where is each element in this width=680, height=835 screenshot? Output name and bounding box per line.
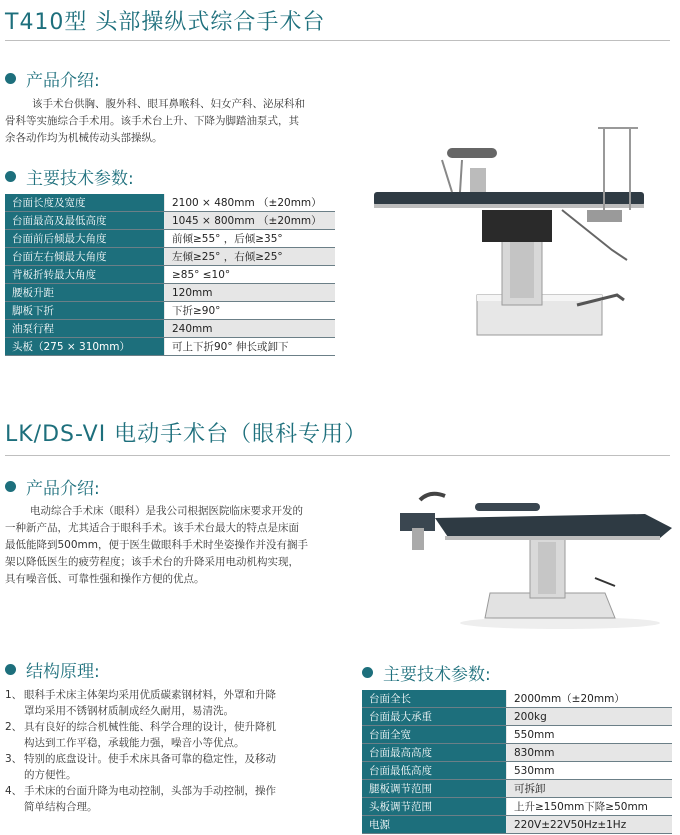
spec-value: 上升≥150mm下降≥50mm [507, 798, 673, 816]
spec-key: 台面前后倾最大角度 [5, 230, 165, 248]
spec-value: ≥85° ≤10° [165, 266, 336, 284]
spec-key: 台面最高及最低高度 [5, 212, 165, 230]
spec-value: 可上下折90° 伸长或卸下 [165, 338, 336, 356]
spec-key: 背板折转最大角度 [5, 266, 165, 284]
section-heading-text: 产品介绍: [26, 71, 100, 91]
spec-value: 2000mm（±20mm） [507, 690, 673, 708]
product2-structure-heading [5, 657, 100, 682]
spec-key: 头板（275 × 310mm） [5, 338, 165, 356]
structure-item-text [24, 783, 276, 815]
spec-key: 电源 [362, 816, 507, 834]
spec-row [362, 780, 672, 798]
intro-line: 一种新产品，尤其适合于眼科手术。该手术台最大的特点是床面 [5, 522, 299, 534]
spec-key: 台面全长 [362, 690, 507, 708]
title-divider [5, 40, 670, 41]
spec-row [362, 708, 672, 726]
spec-key: 台面左右倾最大角度 [5, 248, 165, 266]
spec-row [5, 320, 335, 338]
section-bullet-icon [5, 73, 16, 84]
product2-title: LK/DS-VI 电动手术台（眼科专用） [5, 422, 368, 447]
intro-line: 具有噪音低、可靠性强和操作方便的优点。 [5, 573, 205, 585]
spec-row [362, 798, 672, 816]
spec-row [362, 690, 672, 708]
spec-key: 脚板下折 [5, 302, 165, 320]
spec-key: 台面全宽 [362, 726, 507, 744]
spec-value: 下折≥90° [165, 302, 336, 320]
section-bullet-icon [5, 171, 16, 182]
structure-item-line: 罩均采用不锈钢材质制成经久耐用，易清洗。 [24, 705, 234, 717]
spec-value: 220V±22V50Hz±1Hz [507, 816, 673, 834]
spec-value: 2100 × 480mm （±20mm） [165, 194, 336, 212]
spec-value: 240mm [165, 320, 336, 338]
structure-item-line: 具有良好的综合机械性能、科学合理的设计，使升降机 [24, 721, 276, 733]
structure-item-line: 的方便性。 [24, 769, 77, 781]
spec-row [5, 194, 335, 212]
spec-key: 台面最低高度 [362, 762, 507, 780]
spec-key: 台面最大承重 [362, 708, 507, 726]
spec-row [5, 230, 335, 248]
product2-spec-table [362, 690, 672, 834]
spec-value: 550mm [507, 726, 673, 744]
structure-item-text [24, 751, 276, 783]
structure-item [5, 751, 350, 783]
structure-item [5, 687, 350, 719]
section-heading-text: 主要技术参数: [26, 169, 134, 189]
intro-line: 该手术台供胸、腹外科、眼耳鼻喉科、妇女产科、泌尿科和 [32, 98, 305, 110]
spec-value: 830mm [507, 744, 673, 762]
section-heading-text: 主要技术参数: [383, 665, 491, 685]
section-bullet-icon [362, 667, 373, 678]
spec-row [5, 284, 335, 302]
structure-item-number: 1、 [5, 689, 23, 701]
spec-row [5, 302, 335, 320]
spec-row [362, 726, 672, 744]
spec-key: 腿板调节范围 [362, 780, 507, 798]
product2-spec-heading [362, 660, 491, 685]
t410-operating-table-image [362, 110, 662, 350]
structure-item [5, 719, 350, 751]
product2-intro-heading [5, 474, 100, 499]
product1-intro-text [5, 96, 360, 147]
intro-line: 余各动作均为机械传动头部操纵。 [5, 132, 163, 144]
spec-key: 台面长度及宽度 [5, 194, 165, 212]
structure-item-text [24, 719, 276, 751]
spec-value: 前倾≥55° ，后倾≥35° [165, 230, 336, 248]
spec-value: 可拆卸 [507, 780, 673, 798]
spec-value: 200kg [507, 708, 673, 726]
section-bullet-icon [5, 664, 16, 675]
title-divider [5, 455, 670, 456]
spec-row [5, 212, 335, 230]
section-bullet-icon [5, 481, 16, 492]
spec-value: 120mm [165, 284, 336, 302]
spec-key: 台面最高高度 [362, 744, 507, 762]
spec-key: 头板调节范围 [362, 798, 507, 816]
structure-item-line: 简单结构合理。 [24, 801, 98, 813]
spec-row [5, 266, 335, 284]
structure-item-number: 3、 [5, 753, 23, 765]
structure-item-line: 特别的底盘设计。使手术床具备可靠的稳定性，及移动 [24, 753, 276, 765]
product2-intro-text [5, 503, 365, 588]
product1-spec-table [5, 194, 335, 356]
structure-item [5, 783, 350, 815]
spec-value: 530mm [507, 762, 673, 780]
intro-line: 架以降低医生的疲劳程度；该手术台的升降采用电动机构实现， [5, 556, 299, 568]
structure-item-line: 构达到工作平稳，承载能力强，噪音小等优点。 [24, 737, 245, 749]
intro-line: 最低能降到500mm，便于医生做眼科手术时坐姿操作并没有搁手 [5, 539, 308, 551]
intro-line: 骨科等实施综合手术用。该手术台上升、下降为脚踏油泵式，其 [5, 115, 299, 127]
product1-spec-heading [5, 164, 134, 189]
product1-intro-heading [5, 66, 100, 91]
structure-item-line: 手术床的台面升降为电动控制，头部为手动控制，操作 [24, 785, 276, 797]
section-heading-text: 产品介绍: [26, 479, 100, 499]
structure-item-line: 眼科手术床主体架均采用优质碳素钢材料，外罩和升降 [24, 689, 276, 701]
intro-line: 电动综合手术床（眼科）是我公司根据医院临床要求开发的 [30, 505, 303, 517]
structure-list [5, 687, 350, 815]
spec-row [362, 816, 672, 834]
lk-ds-vi-operating-table-image [390, 478, 675, 633]
structure-item-number: 4、 [5, 785, 23, 797]
structure-item-text [24, 687, 276, 719]
structure-item-number: 2、 [5, 721, 23, 733]
section-heading-text: 结构原理: [26, 662, 100, 682]
spec-row [362, 762, 672, 780]
spec-value: 左倾≥25° ，右倾≥25° [165, 248, 336, 266]
spec-value: 1045 × 800mm （±20mm） [165, 212, 336, 230]
product1-title: T410型 头部操纵式综合手术台 [5, 10, 326, 35]
spec-row [5, 338, 335, 356]
spec-row [5, 248, 335, 266]
spec-key: 油泵行程 [5, 320, 165, 338]
spec-row [362, 744, 672, 762]
spec-key: 腰板升距 [5, 284, 165, 302]
